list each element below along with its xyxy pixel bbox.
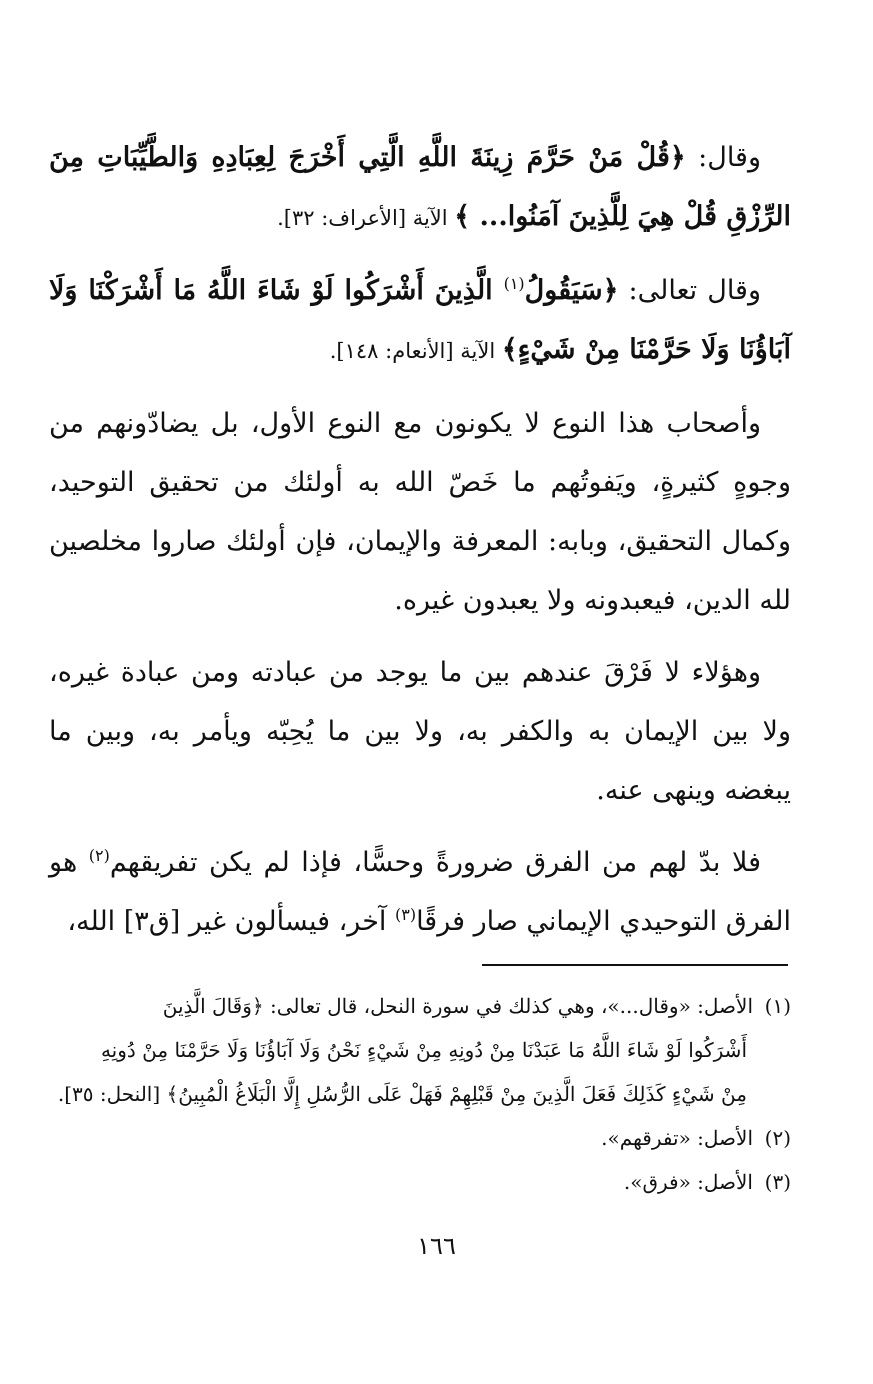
footnote-3 — [49, 1160, 791, 1204]
footnote-2-number: (٢) — [764, 1126, 791, 1150]
paragraph-5-part-1: فلا بدّ لهم من الفرق ضرورةً وحسًّا، فإذا لم يكن تفريقهم — [109, 847, 761, 878]
quran-verse-araf: ﴿قُلْ مَنْ حَرَّمَ زِينَةَ اللَّهِ الَّتِي أَخْرَجَ لِعِبَادِهِ وَالطَّيِّبَاتِ مِنَ الرِّزْقِ قُلْ هِيَ لِلَّذِينَ آمَنُوا... ﴾ — [49, 142, 791, 232]
footnote-2-text: الأصل: «تفرقهم». — [601, 1126, 753, 1150]
page-number: ١٦٦ — [417, 1232, 456, 1260]
paragraph-5-part-2: هو الفرق التوحيدي الإيماني صار فرقًا — [49, 847, 791, 937]
footnote-marker-2[interactable]: (٢) — [88, 846, 110, 865]
verse-reference-anam: الآية [الأنعام: ١٤٨]. — [329, 339, 502, 363]
paragraph-3: وأصحاب هذا النوع لا يكونون مع النوع الأول، بل يضادّونهم من وجوهٍ كثيرةٍ، ويَفوتُهم ما خَصّ الله به أولئك من تحقيق التوحيد، وكمال التحقيق، وبابه: المعرفة والإيمان، فإن أولئك صاروا مخلصين لله الدين، فيعبدونه ولا يعبدون غيره. — [49, 408, 791, 616]
paragraph-2-intro: وقال تعالى: — [618, 275, 761, 306]
footnote-marker-3[interactable]: (٣) — [394, 905, 417, 924]
footnote-1 — [49, 984, 791, 1028]
footnote-2 — [49, 1116, 791, 1160]
footnote-3-number: (٣) — [764, 1170, 791, 1194]
footnote-1-line-2: أَشْرَكُوا لَوْ شَاءَ اللَّهُ مَا عَبَدْنَا مِنْ دُونِهِ مِنْ شَيْءٍ نَحْنُ وَلَا آبَاؤُنَا وَلَا حَرَّمْنَا مِنْ دُونِهِ — [100, 1038, 747, 1062]
paragraph-5-part-3: آخر، فيسألون غير [ق٣] الله، — [67, 906, 395, 937]
main-text — [49, 128, 791, 964]
footnote-separator — [482, 964, 788, 966]
footnote-marker-1[interactable]: (١) — [503, 274, 525, 293]
quran-verse-anam-rest: الَّذِينَ أَشْرَكُوا لَوْ شَاءَ اللَّهُ مَا أَشْرَكْنَا وَلَا آبَاؤُنَا وَلَا حَرَّمْنَا مِنْ شَيْءٍ﴾ — [49, 275, 791, 365]
footnote-1-number: (١) — [764, 994, 791, 1018]
footnote-1-line-1: الأصل: «وقال...»، وهي كذلك في سورة النحل، قال تعالى: ﴿وَقَالَ الَّذِينَ — [162, 994, 753, 1018]
paragraph-4: وهؤلاء لا فَرْقَ عندهم بين ما يوجد من عبادته ومن عبادة غيره، ولا بين الإيمان به والكفر به، ولا بين ما يُحِبّه ويأمر به، وبين ما يبغضه وينهى عنه. — [49, 657, 791, 806]
paragraph-5 — [49, 833, 791, 951]
footnote-3-text: الأصل: «فرق». — [623, 1170, 753, 1194]
footnote-1-line-3: مِنْ شَيْءٍ كَذَلِكَ فَعَلَ الَّذِينَ مِنْ قَبْلِهِمْ فَهَلْ عَلَى الرُّسُلِ إِلَّا الْبَلَاغُ الْمُبِينُ﴾ [النحل: ٣٥]. — [57, 1082, 747, 1106]
paragraph-2 — [49, 261, 791, 381]
paragraph-1-intro: وقال: — [685, 142, 761, 173]
verse-reference-araf: الآية [الأعراف: ٣٢]. — [277, 206, 455, 230]
paragraph-1 — [49, 128, 791, 248]
quran-verse-anam-start: ﴿سَيَقُولُ — [524, 275, 619, 306]
footnotes — [49, 984, 791, 1204]
